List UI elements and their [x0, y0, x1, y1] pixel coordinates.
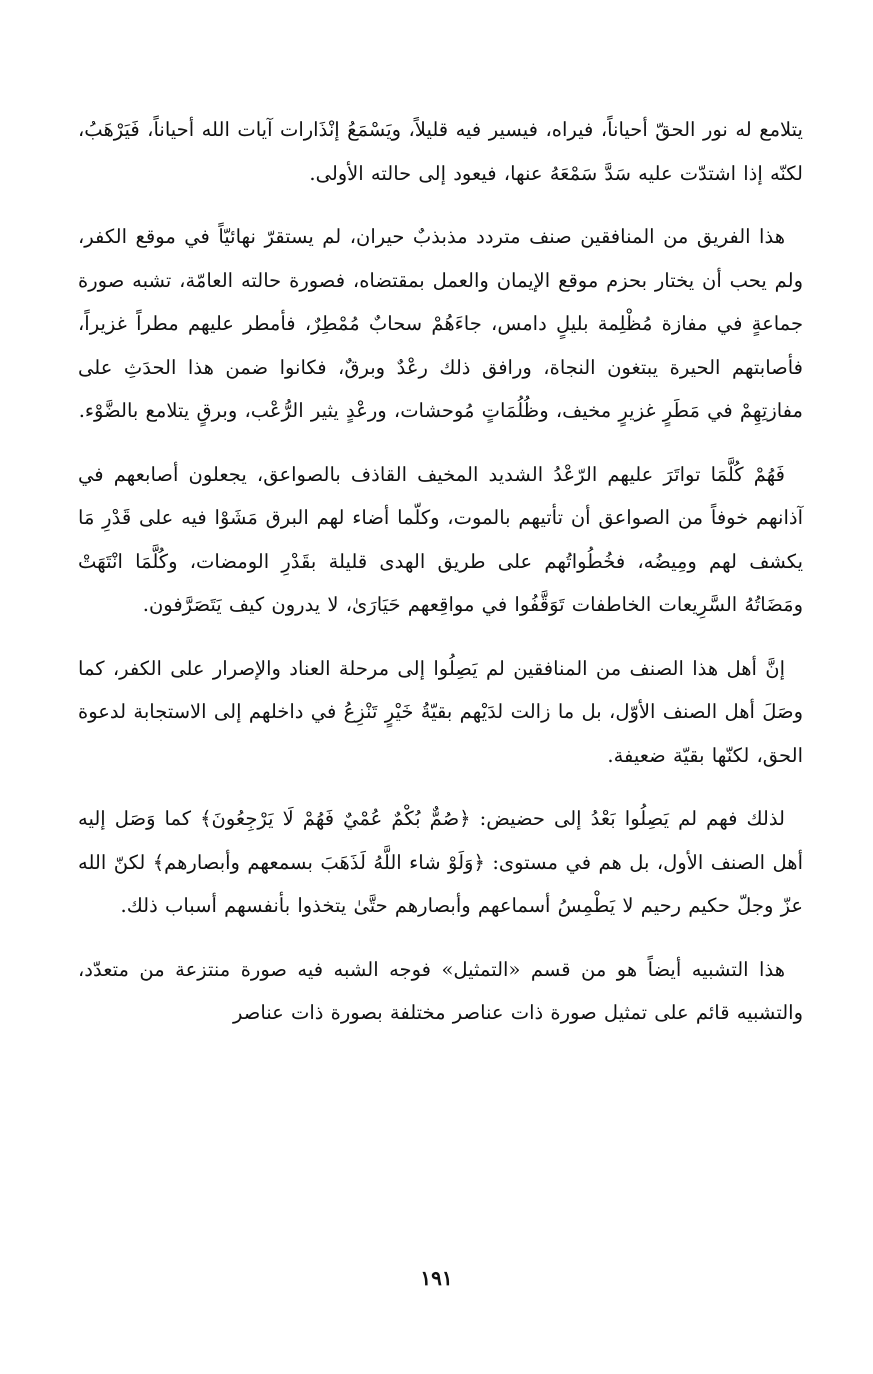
page-number: ١٩١ — [420, 1266, 453, 1290]
paragraph-2: هذا الفريق من المنافقين صنف متردد مذبذبٌ حيران، لم يستقرّ نهائيّاً في موقع الكفر، ولم يحب أن يختار بحزم موقع الإيمان والعمل بمقتضاه، فصورة حالته العامّة، تشبه صورة جماعةٍ في مفازة مُظْلِمة بليلٍ دامس، جاءَهُمْ سحابٌ مُمْطِرٌ، فأمطر عليهم مطراً غزيراً، فأصابتهم الحيرة يبتغون النجاة، ورافق ذلك رعْدٌ وبرقٌ، فكانوا ضمن هذا الحدَثِ على مفازتِهِمْ في مَطَرٍ غزيرٍ مخيف، وظُلُمَاتٍ مُوحشات، ورعْدٍ يثير الرُّعْب، وبرقٍ يتلامع بالضَّوْء. — [78, 225, 803, 422]
paragraph-3: فَهُمْ كُلَّمَا تواتَرَ عليهم الرّعْدُ الشديد المخيف القاذف بالصواعق، يجعلون أصابعهم في آذانهم خوفاً من الصواعق أن تأتيهم بالموت، وكلّما أضاء لهم البرق مَشَوْا فيه على قَدْرِ مَا يكشف لهم ومِيضُه، فخُطُواتُهم على طريق الهدى قليلة بقَدْرِ الومضات، وكُلَّمَا انْتَهَتْ ومَضَاتُهُ السَّرِيعات الخاطفات تَوَقَّفُوا في مواقِعهم حَيَارَىٰ، لا يدرون كيف يَتَصَرَّفون. — [78, 462, 803, 616]
page-text-body — [78, 108, 803, 1055]
paragraph-6: هذا التشبيه أيضاً هو من قسم «التمثيل» فوجه الشبه فيه صورة منتزعة من متعدّد، والتشبيه قائم على تمثيل صورة ذات عناصر مختلفة بصورة ذات عناصر — [78, 957, 803, 1024]
paragraph-5: لذلك فهم لم يَصِلُوا بَعْدُ إلى حضيض: ﴿صُمٌّ بُكْمٌ عُمْيٌ فَهُمْ لَا يَرْجِعُونَ﴾ كما وَصَل إليه أهل الصنف الأول، بل هم في مستوى: ﴿وَلَوْ شاء اللَّهُ لَذَهَبَ بسمعهم وأبصارهم﴾ لكنّ الله عزّ وجلّ حكيم رحيم لا يَطْمِسُ أسماعهم وأبصارهم حتَّىٰ يتخذوا بأنفسهم أسباب ذلك. — [78, 807, 803, 917]
paragraph-4: إنَّ أهل هذا الصنف من المنافقين لم يَصِلُوا إلى مرحلة العناد والإصرار على الكفر، كما وصَلَ أهل الصنف الأوّل، بل ما زالت لدَيْهم بقيّةُ خَيْرٍ تَنْزِعُ في داخلهم إلى الاستجابة لدعوة الحق، لكنّها بقيّة ضعيفة. — [78, 656, 803, 767]
paragraph-1: يتلامع له نور الحقّ أحياناً، فيراه، فيسير فيه قليلاً، ويَسْمَعُ إنْذَارات آيات الله أحياناً، فَيَرْهَبُ، لكنّه إذا اشتدّت عليه سَدَّ سَمْعَهُ عنها، فيعود إلى حالته الأولى. — [78, 118, 803, 185]
